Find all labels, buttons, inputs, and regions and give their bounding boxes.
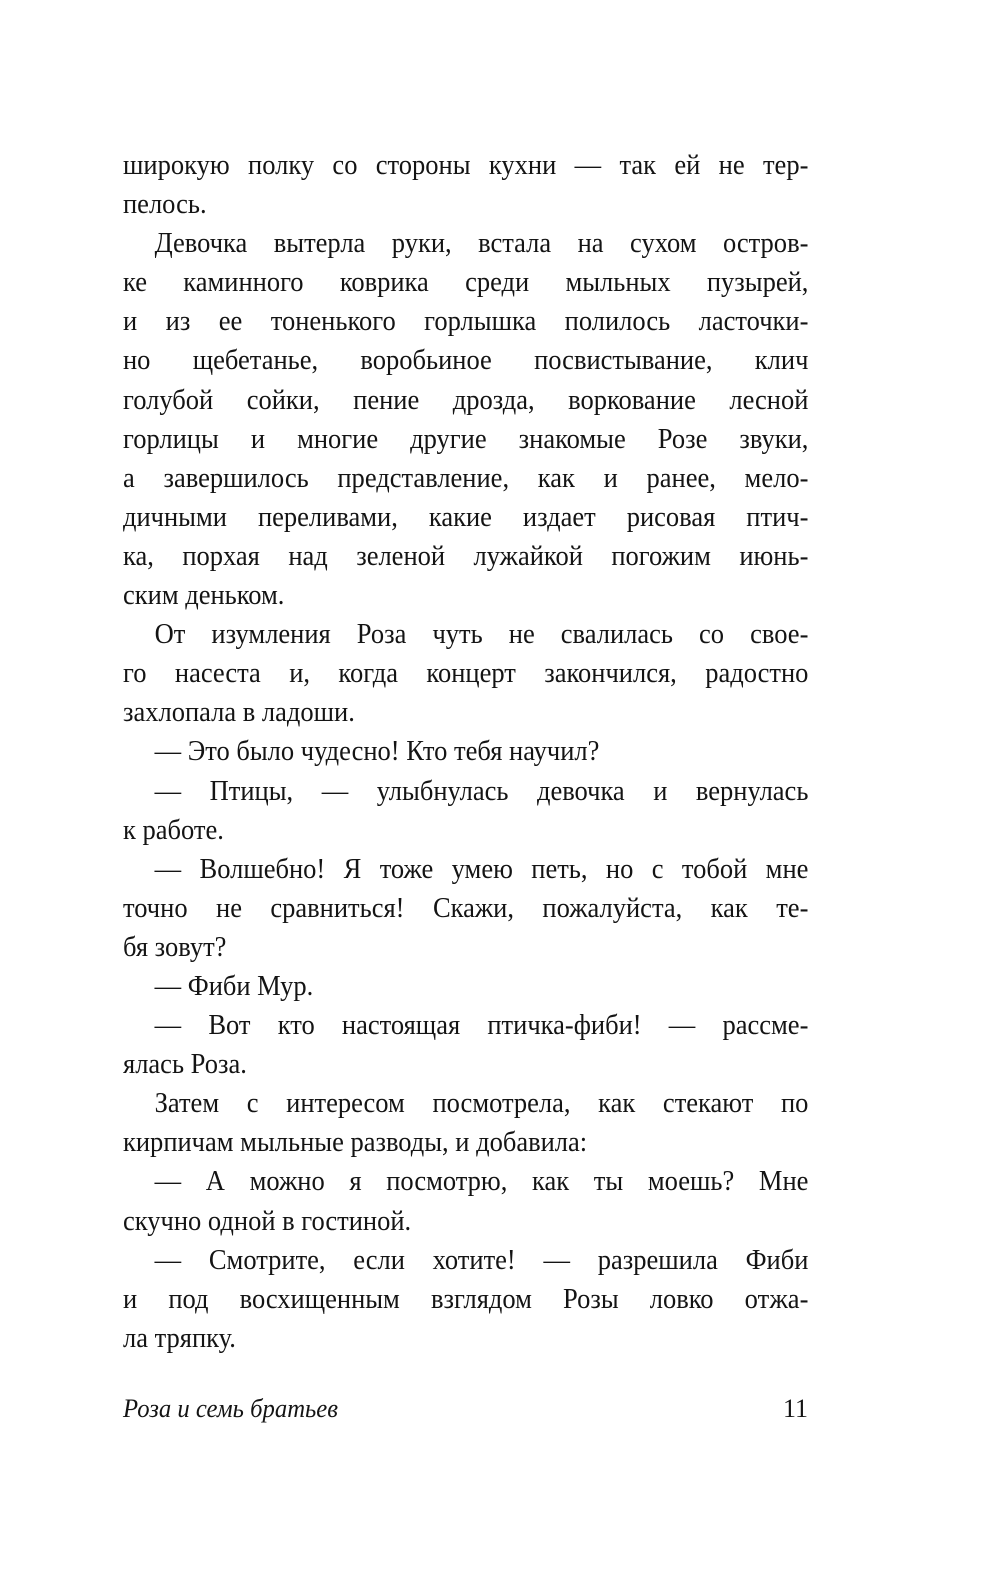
text-line: пелось. <box>123 189 207 221</box>
text-line: горлицы и многие другие знакомые Розе звуки, <box>123 423 809 455</box>
text-line: — Фиби Мур. <box>154 970 314 1002</box>
text-line: бя зовут? <box>123 931 227 963</box>
text-line: голубой сойки, пение дрозда, воркование лесной <box>123 384 809 416</box>
text-line: ла тряпку. <box>123 1322 236 1354</box>
text-line: Девочка вытерла руки, встала на сухом остров- <box>154 228 809 260</box>
text-line: От изумления Роза чуть не свалилась со свое- <box>154 619 809 651</box>
text-line: к работе. <box>123 814 224 846</box>
text-line: ялась Роза. <box>123 1049 247 1081</box>
text-line: ским деньком. <box>123 580 285 612</box>
text-line: — А можно я посмотрю, как ты моешь? Мне <box>154 1166 809 1198</box>
body-text <box>123 146 809 1358</box>
text-line: кирпичам мыльные разводы, и добавила: <box>123 1127 588 1159</box>
text-line: а завершилось представление, как и ранее, мело- <box>123 462 809 494</box>
text-line: — Это было чудесно! Кто тебя научил? <box>154 736 600 768</box>
text-line: точно не сравниться! Скажи, пожалуйста, как те- <box>123 892 809 924</box>
text-line: — Птицы, — улыбнулась девочка и вернулась <box>154 775 809 807</box>
text-line: ка, порхая над зеленой лужайкой погожим июнь- <box>123 540 809 572</box>
running-footer-title: Роза и семь братьев <box>123 1394 338 1423</box>
text-line: дичными переливами, какие издает рисовая птич- <box>123 501 809 533</box>
text-line: — Вот кто настоящая птичка-фиби! — рассме- <box>154 1010 809 1042</box>
text-line: — Смотрите, если хотите! — разрешила Фиби <box>154 1244 809 1276</box>
text-line: скучно одной в гостиной. <box>123 1205 412 1237</box>
text-line: го насеста и, когда концерт закончился, радостно <box>123 658 809 690</box>
text-line: захлопала в ладоши. <box>123 697 355 729</box>
text-line: но щебетанье, воробьиное посвистывание, клич <box>123 345 809 377</box>
page-number: 11 <box>782 1394 808 1423</box>
text-line: и под восхищенным взглядом Розы ловко отжа- <box>123 1283 809 1315</box>
text-line: широкую полку со стороны кухни — так ей не тер- <box>123 150 809 181</box>
text-line: — Волшебно! Я тоже умею петь, но с тобой мне <box>154 853 809 885</box>
text-line: Затем с интересом посмотрела, как стекают по <box>154 1088 809 1120</box>
text-line: и из ее тоненького горлышка полилось ласточки- <box>123 306 809 338</box>
text-line: ке каминного коврика среди мыльных пузырей, <box>123 267 809 299</box>
